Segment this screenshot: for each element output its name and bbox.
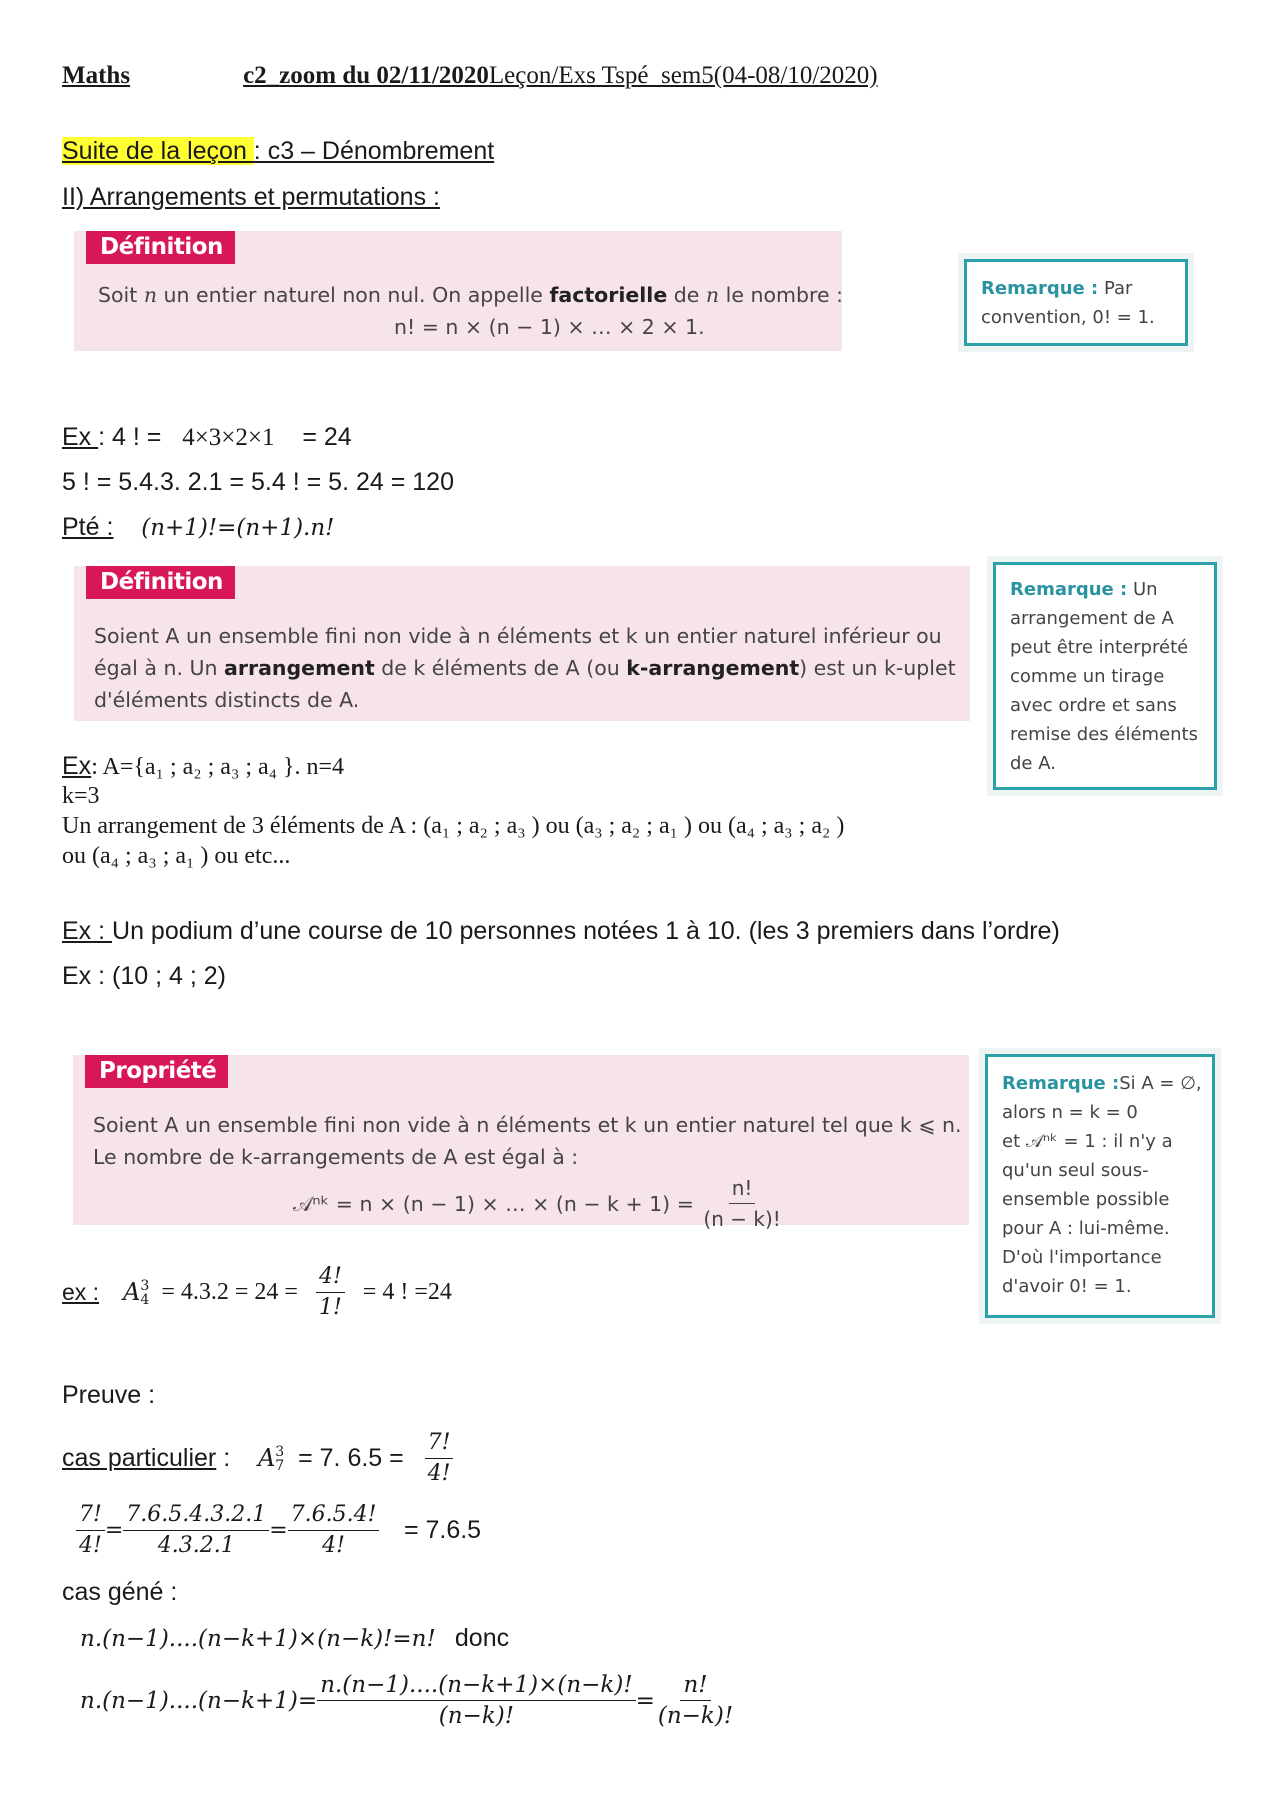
property-formula: 𝒜ⁿᵏ = n × (n − 1) × … × (n − k + 1) = $\frac{n!}{(n - k)!}$: [293, 1173, 784, 1234]
definition-text: Soit n un entier naturel non nul. On appelle factorielle de n le nombre :: [98, 283, 843, 307]
remark-box-empty-set: [985, 1054, 1215, 1318]
remark-box-convention: [964, 259, 1188, 346]
definition-formula: n! = n × (n − 1) × … × 2 × 1.: [394, 315, 705, 339]
proof-general-line-2: n.(n−1)....(n−k+1)= $\frac{n.(n-1)....(n-k+1)\times(n-k)!}{(n-k)!}$ = $\frac{n!}{(n-k)!}$: [80, 1672, 734, 1729]
proof-simplification: $\frac{7!}{4!}$ = $\frac{7.6.5.4.3.2.1}{4.3.2.1}$ = $\frac{7.6.5.4!}{4!}$ = 7.6.5: [76, 1500, 481, 1561]
example-arrangement-line-2: ou (a₄ ; a₃ ; a₁ ) ou etc...: [62, 843, 291, 869]
definition-line-2: égal à n. Un arrangement de k éléments de A (ou k-arrangement) est un k-uplet: [94, 656, 956, 680]
remark-text: Remarque : Un arrangement de A peut être interprété comme un tirage avec ordre et sans remise des éléments de A.: [1010, 579, 1198, 774]
example-factorial-4: Ex : 4 ! = 4×3×2×1 = 24: [62, 423, 352, 451]
section-title: II) Arrangements et permutations :: [62, 183, 440, 211]
example-set-A: Ex: A={a₁ ; a₂ ; a₃ ; a₄ }. n=4: [62, 752, 345, 780]
header-subject: Maths: [62, 62, 131, 89]
definition-box-arrangement: [74, 566, 970, 721]
definition-line-1: Soient A un ensemble fini non vide à n éléments et k un entier naturel inférieur ou: [94, 624, 942, 648]
proof-general-title: cas géné :: [62, 1578, 178, 1606]
lesson-highlight: Suite de la leçon: [62, 137, 254, 165]
example-podium: Ex : Un podium d’une course de 10 personnes notées 1 à 10. (les 3 premiers dans l’ordre): [62, 917, 1060, 945]
proof-title: Preuve :: [62, 1381, 156, 1409]
property-factorial: Pté : (n+1)!=(n+1).n!: [62, 513, 335, 541]
example-k: k=3: [62, 783, 100, 809]
definition-tag: Définition: [86, 231, 235, 264]
property-line-1: Soient A un ensemble fini non vide à n éléments et k un entier naturel tel que k ⩽ n.: [93, 1113, 962, 1137]
definition-tag: Définition: [86, 566, 235, 599]
example-factorial-5: 5 ! = 5.4.3. 2.1 = 5.4 ! = 5. 24 = 120: [62, 468, 454, 496]
example-A-4-3: ex : A 3 4 = 4.3.2 = 24 = $\frac{4!}{1!}$ = 4 ! =24: [62, 1264, 452, 1320]
property-tag: Propriété: [85, 1055, 228, 1088]
remark-text: Remarque : Par convention, 0! = 1.: [981, 278, 1155, 328]
page-header: [62, 62, 878, 90]
property-box-arrangements: [73, 1055, 969, 1231]
example-arrangement-line-1: Un arrangement de 3 éléments de A : (a₁ ; a₂ ; a₃ ) ou (a₃ ; a₂ ; a₁ ) ou (a₄ ; a₃ ; a₂ ): [62, 813, 845, 839]
property-line-2: Le nombre de k-arrangements de A est égal à :: [93, 1145, 579, 1169]
proof-general-line-1: n.(n−1)....(n−k+1)×(n−k)!=n! donc: [80, 1624, 510, 1652]
example-podium-tuple: Ex : (10 ; 4 ; 2): [62, 962, 226, 990]
proof-particular-case: cas particulier : A 3 7 = 7. 6.5 = $\frac{7!}{4!}$: [62, 1428, 453, 1489]
remark-box-tirage: [993, 562, 1217, 790]
definition-line-3: d'éléments distincts de A.: [94, 688, 360, 712]
lesson-title: [62, 137, 494, 166]
header-session: c2_zoom du 02/11/2020Leçon/Exs Tspé_sem5(04-08/10/2020): [243, 62, 878, 89]
definition-box-factorielle: [74, 231, 842, 351]
remark-text: Remarque :Si A = ∅, alors n = k = 0 et 𝒜ⁿᵏ = 1 : il n'y a qu'un seul sous- ensemble possible pour A : lui-même. D'où l'importance d'avoir 0! = 1.: [1002, 1073, 1202, 1297]
lesson-rest: : c3 – Dénombrement: [253, 137, 495, 165]
